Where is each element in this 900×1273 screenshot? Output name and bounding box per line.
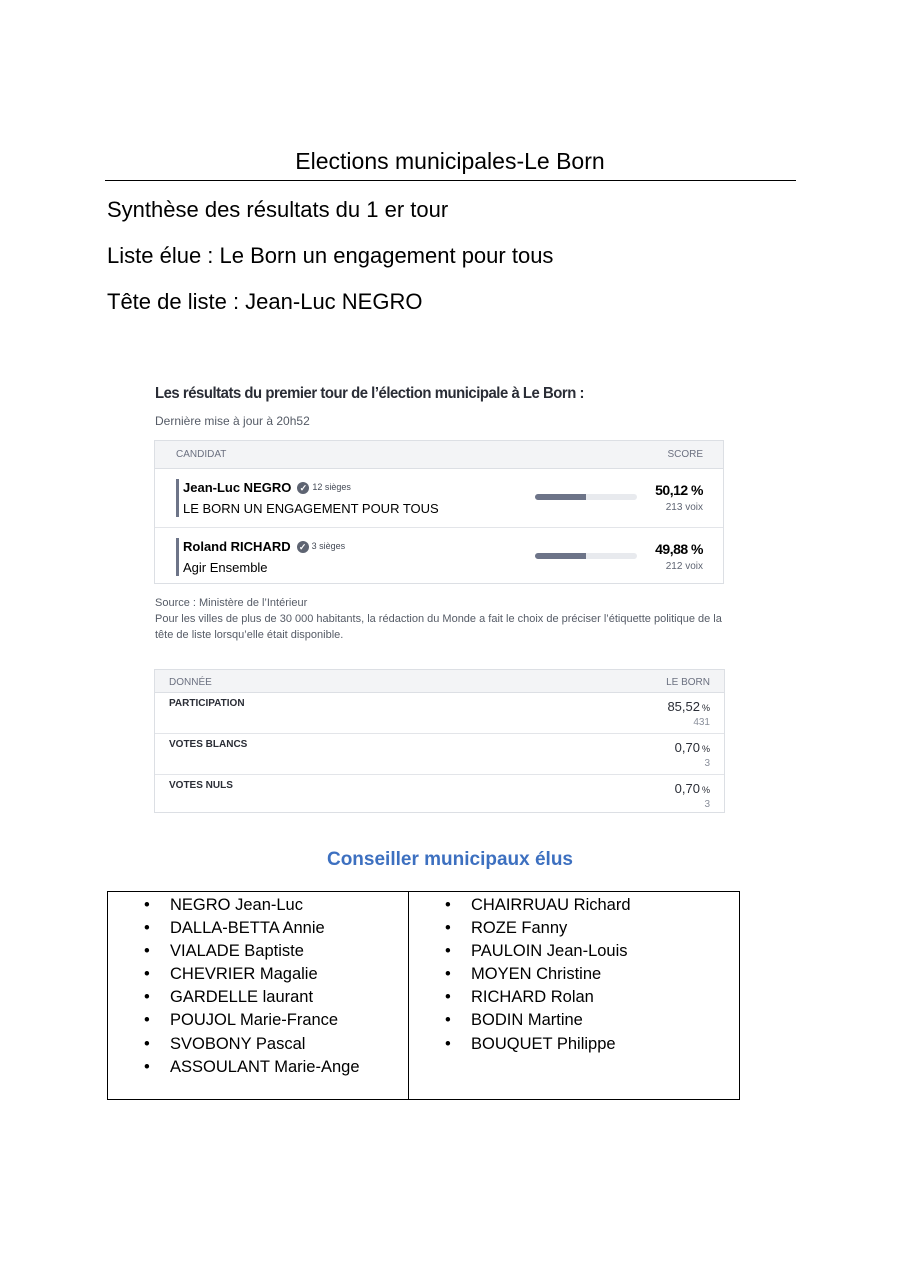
row-label: VOTES BLANCS [169, 739, 248, 750]
candidate-row [155, 528, 723, 586]
participation-row [155, 734, 724, 775]
elected-title: Conseiller municipaux élus [326, 849, 574, 870]
results-table-header [155, 441, 723, 469]
row-count: 3 [704, 799, 710, 810]
row-percent [667, 699, 710, 714]
title-rule [105, 180, 796, 181]
elected-member: • RICHARD Rolan [409, 986, 631, 1009]
elected-column-right [408, 892, 739, 1099]
elected-member: • SVOBONY Pascal [108, 1033, 360, 1056]
col-score: SCORE [667, 449, 703, 460]
elected-member: • DALLA-BETTA Annie [108, 917, 360, 940]
elected-column-left [108, 892, 408, 1099]
row-count: 3 [704, 758, 710, 769]
results-source: Source : Ministère de l’Intérieur [155, 597, 308, 609]
score-percent: 49,88 % [655, 541, 703, 557]
candidate-seats: 12 sièges [312, 482, 351, 492]
row-percent-unit: % [701, 785, 710, 795]
participation-row [155, 775, 724, 815]
score-votes: 212 voix [665, 561, 703, 572]
score-bar [535, 494, 637, 500]
elected-member: • GARDELLE laurant [108, 986, 360, 1009]
elected-member: • NEGRO Jean-Luc [108, 894, 360, 917]
elected-list-line: Liste élue : Le Born un engagement pour tous [107, 243, 554, 268]
row-percent-unit: % [701, 744, 710, 754]
elected-member: • PAULOIN Jean-Louis [409, 940, 631, 963]
elected-member: • ROZE Fanny [409, 917, 631, 940]
check-circle-icon: ✓ [297, 482, 309, 494]
candidate-name-text: Jean-Luc NEGRO [183, 480, 292, 495]
row-percent-value: 0,70 [674, 740, 700, 755]
candidate-name [183, 539, 345, 554]
score-percent: 50,12 % [655, 482, 703, 498]
summary-line: Synthèse des résultats du 1 er tour [107, 197, 449, 222]
candidate-list: Agir Ensemble [183, 560, 268, 575]
elected-member: • VIALADE Baptiste [108, 940, 360, 963]
col-candidate: CANDIDAT [176, 449, 227, 460]
results-updated: Dernière mise à jour à 20h52 [155, 414, 310, 428]
elected-member: • BODIN Martine [409, 1009, 631, 1032]
elected-member: • POUJOL Marie-France [108, 1009, 360, 1032]
score-bar-fill [535, 494, 586, 500]
elected-member: • MOYEN Christine [409, 963, 631, 986]
row-percent-value: 0,70 [674, 781, 700, 796]
score-bar-fill [535, 553, 586, 559]
elected-table [107, 891, 740, 1100]
participation-table [154, 669, 725, 813]
results-table [154, 440, 724, 584]
participation-row [155, 693, 724, 734]
elected-member: • ASSOULANT Marie-Ange [108, 1056, 360, 1079]
row-count: 431 [693, 717, 710, 728]
candidate-list: LE BORN UN ENGAGEMENT POUR TOUS [183, 501, 439, 516]
row-label: PARTICIPATION [169, 698, 245, 709]
elected-member: • CHAIRRUAU Richard [409, 894, 631, 917]
candidate-name [183, 480, 351, 495]
candidate-name-text: Roland RICHARD [183, 539, 291, 554]
participation-header [155, 670, 724, 693]
results-heading: Les résultats du premier tour de l’élection municipale à Le Born : [155, 385, 585, 402]
candidate-marker [176, 479, 179, 517]
elected-member: • CHEVRIER Magalie [108, 963, 360, 986]
score-bar [535, 553, 637, 559]
candidate-row [155, 469, 723, 528]
list-head-line: Tête de liste : Jean-Luc NEGRO [107, 289, 423, 314]
results-disclaimer: Pour les villes de plus de 30 000 habitants, la rédaction du Monde a fait le choix de préciser l’étiquette politique de la tête de liste lorsqu’elle était disponible. [155, 613, 722, 641]
row-percent-value: 85,52 [667, 699, 700, 714]
row-label: VOTES NULS [169, 780, 233, 791]
col-place: LE BORN [666, 677, 710, 688]
check-circle-icon: ✓ [297, 541, 309, 553]
candidate-seats: 3 sièges [311, 541, 346, 551]
candidate-marker [176, 538, 179, 576]
row-percent [675, 781, 710, 796]
elected-list-left [108, 894, 360, 1079]
score-votes: 213 voix [665, 502, 703, 513]
document-title: Elections municipales-Le Born [295, 148, 605, 174]
col-data: DONNÉE [169, 677, 212, 688]
row-percent [675, 740, 710, 755]
row-percent-unit: % [701, 703, 710, 713]
results-note [155, 595, 725, 643]
elected-list-right [409, 894, 631, 1056]
elected-member: • BOUQUET Philippe [409, 1033, 631, 1056]
